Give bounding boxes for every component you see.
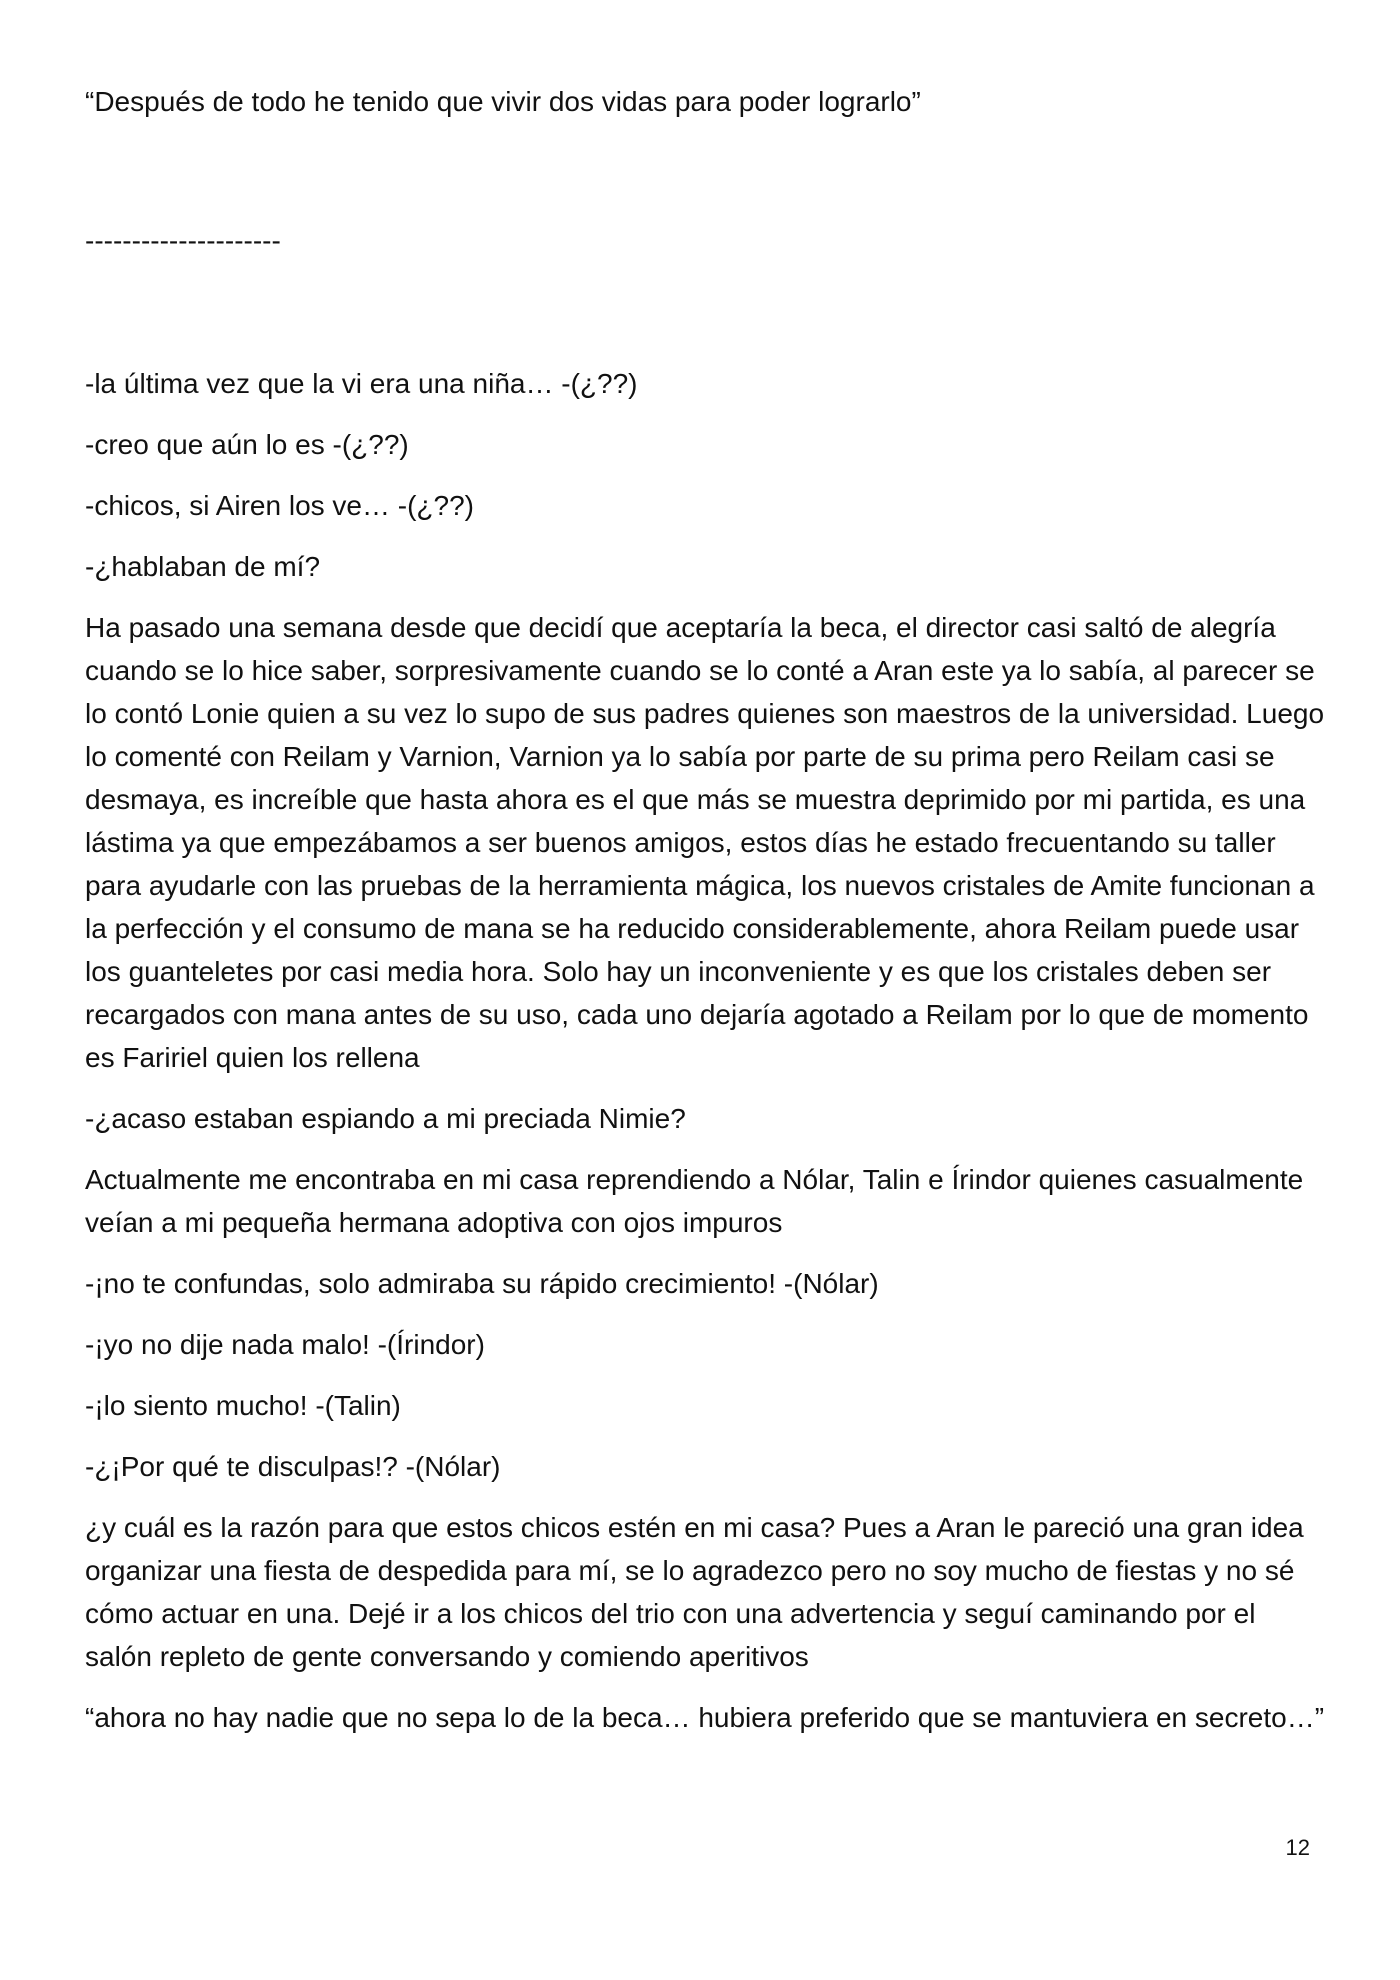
narrative-paragraph: Ha pasado una semana desde que decidí que aceptaría la beca, el director casi saltó de alegría cuando se lo hice saber, sorpresivamente cuando se lo conté a Aran este ya lo sabía, al parecer se lo contó Lonie quien a su vez lo supo de sus padres quienes son maestros de la universidad. Luego lo comenté con Reilam y Varnion, Varnion ya lo sabía por parte de su prima pero Reilam casi se desmaya, es increíble que hasta ahora es el que más se muestra deprimido por mi partida, es una lástima ya que empezábamos a ser buenos amigos, estos días he estado frecuentando su taller para ayudarle con las pruebas de la herramienta mágica, los nuevos cristales de Amite funcionan a la perfección y el consumo de mana se ha reducido considerablemente, ahora Reilam puede usar los guanteletes por casi media hora. Solo hay un inconveniente y es que los cristales deben ser recargados con mana antes de su uso, cada uno dejaría agotado a Reilam por lo que de momento es Faririel quien los rellena	[85, 612, 1325, 1073]
dialogue-line: -¿hablaban de mí?	[85, 551, 321, 582]
opening-quote: “Después de todo he tenido que vivir dos vidas para poder lograrlo”	[85, 86, 921, 117]
inner-thought: “ahora no hay nadie que no sepa lo de la beca… hubiera preferido que se mantuviera en secreto…”	[85, 1702, 1325, 1733]
dialogue-line: -¡no te confundas, solo admiraba su rápido crecimiento! -(Nólar)	[85, 1268, 879, 1299]
narrative-paragraph: Actualmente me encontraba en mi casa reprendiendo a Nólar, Talin e Írindor quienes casualmente veían a mi pequeña hermana adoptiva con ojos impuros	[85, 1164, 1304, 1238]
document-page	[85, 80, 1325, 1757]
dialogue-line: -creo que aún lo es -(¿??)	[85, 429, 409, 460]
dialogue-line: -¿¡Por qué te disculpas!? -(Nólar)	[85, 1451, 501, 1482]
dialogue-line: -¡yo no dije nada malo! -(Írindor)	[85, 1329, 485, 1360]
narrative-paragraph: ¿y cuál es la razón para que estos chicos estén en mi casa? Pues a Aran le pareció una gran idea organizar una fiesta de despedida para mí, se lo agradezco pero no soy mucho de fiestas y no sé cómo actuar en una. Dejé ir a los chicos del trio con una advertencia y seguí caminando por el salón repleto de gente conversando y comiendo aperitivos	[85, 1512, 1304, 1672]
dialogue-line: -la última vez que la vi era una niña… -(¿??)	[85, 368, 638, 399]
dialogue-line: -¡lo siento mucho! -(Talin)	[85, 1390, 401, 1421]
dialogue-line: -chicos, si Airen los ve… -(¿??)	[85, 490, 474, 521]
section-separator: ---------------------	[85, 225, 281, 256]
dialogue-line: -¿acaso estaban espiando a mi preciada Nimie?	[85, 1103, 686, 1134]
page-number: 12	[1285, 1835, 1310, 1860]
